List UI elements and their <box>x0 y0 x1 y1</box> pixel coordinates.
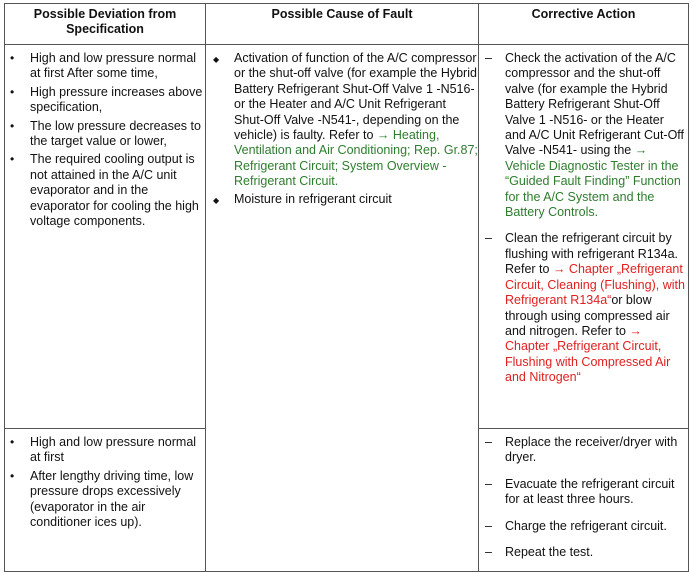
bullet-diamond-icon: ◆ <box>213 55 220 64</box>
list-item: • After lengthy driving time, low pressure drops excessively (evaporator in the air conditioner ices up). <box>10 468 194 530</box>
list-item: ◆ Activation of function of the A/C compressor or the shut-off valve (for example the Hybrid Battery Refrigerant Shut-Off Valve 1 -N516- or the Heater and A/C Unit Refrigerant Shut-Off Valve -N541-, depending on the vehicle) is faulty. Refer to → Heating, Ventilation and Air Conditioning; Rep. Gr.87; Refrigerant Circuit; System Overview - Refrigerant Circuit. <box>213 51 478 189</box>
action-list <box>479 435 688 560</box>
action-cell <box>479 45 689 429</box>
header-cause: Possible Cause of Fault <box>206 4 479 45</box>
bullet-dash-icon: – <box>485 231 492 246</box>
list-item: • High pressure increases above specification, <box>10 84 203 115</box>
table-row <box>5 45 689 429</box>
bullet-diamond-icon: ◆ <box>213 195 220 205</box>
deviation-cell <box>5 429 206 572</box>
list-item: – Evacuate the refrigerant circuit for at least three hours. <box>485 476 675 507</box>
bullet-dot-icon: • <box>10 468 15 483</box>
bullet-dash-icon: – <box>485 518 492 533</box>
list-item: – Check the activation of the A/C compressor and the shut-off valve (for example the Hybrid Battery Refrigerant Shut-Off Valve 1 -N516- or the Heater and A/C Unit Refrigerant Cut-Off Valve -N541- using the → Vehicle Diagnostic Tester in the “Guided Fault Finding” Function for the A/C System and the Battery Controls. <box>485 51 685 220</box>
action-cell <box>479 429 689 572</box>
list-item: • The low pressure decreases to the target value or lower, <box>10 118 201 149</box>
bullet-dash-icon: – <box>485 545 492 560</box>
bullet-dot-icon: • <box>10 84 15 99</box>
deviation-list <box>5 51 205 229</box>
link-refrigerant-cleaning[interactable]: → Chapter „Refrigerant Circuit, Cleaning (Flushing), with Refrigerant R134a“ <box>505 262 685 308</box>
bullet-dash-icon: – <box>485 51 492 65</box>
list-item: ◆ Moisture in refrigerant circuit <box>206 192 478 207</box>
list-item: • High and low pressure normal at first After some time, <box>10 51 197 81</box>
list-item: – Clean the refrigerant circuit by flushing with refrigerant R134a. Refer to → Chapter „Refrigerant Circuit, Cleaning (Flushing), with Refrigerant R134a“or blow through using compressed air and nitrogen. Refer to → Chapter „Refrigerant Circuit, Flushing with Compressed Air and Nitrogen“ <box>485 231 685 385</box>
link-refrigerant-flushing[interactable]: → Chapter „Refrigerant Circuit, Flushing with Compressed Air and Nitrogen“ <box>505 323 671 385</box>
bullet-dash-icon: – <box>485 476 492 491</box>
header-action: Corrective Action <box>479 4 689 45</box>
cause-cell <box>206 45 479 572</box>
list-item: – Repeat the test. <box>485 545 594 560</box>
header-deviation: Possible Deviation from Specification <box>5 4 206 45</box>
bullet-dot-icon: • <box>10 51 15 65</box>
deviation-cell <box>5 45 206 429</box>
bullet-dash-icon: – <box>485 435 492 449</box>
action-list <box>479 51 688 386</box>
list-item: – Replace the receiver/dryer with dryer. <box>485 435 678 465</box>
fault-table <box>4 3 689 572</box>
bullet-dot-icon: • <box>10 435 15 449</box>
link-heating-ventilation[interactable]: → Heating, Ventilation and Air Conditioning; Rep. Gr.87; Refrigerant Circuit; System Overview - Refrigerant Circuit. <box>234 128 478 189</box>
link-vehicle-diagnostic-tester[interactable]: → Vehicle Diagnostic Tester in the “Guided Fault Finding” Function for the A/C System and the Battery Controls. <box>505 143 681 220</box>
bullet-dot-icon: • <box>10 118 15 133</box>
header-row <box>5 4 689 45</box>
list-item: • High and low pressure normal at first <box>10 435 197 465</box>
deviation-list <box>5 435 205 530</box>
bullet-dot-icon: • <box>10 152 15 167</box>
list-item: • The required cooling output is not attained in the A/C unit evaporator and in the evaporator for cooling the high voltage components. <box>10 152 199 229</box>
list-item: – Charge the refrigerant circuit. <box>485 518 667 533</box>
cause-list <box>206 51 478 207</box>
